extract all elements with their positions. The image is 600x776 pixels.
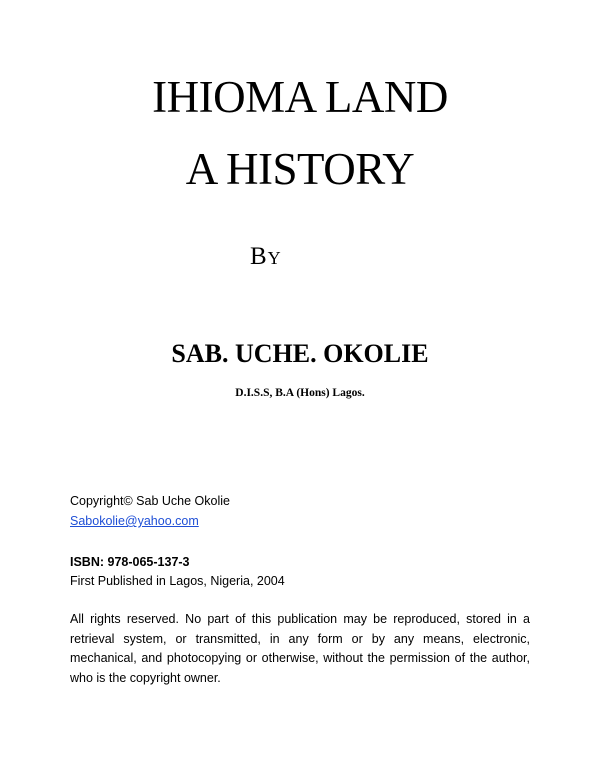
by-label: By [250,243,282,270]
email-link[interactable]: Sabokolie@yahoo.com [70,514,199,528]
copyright-notice: Copyright© Sab Uche Okolie [70,494,230,508]
isbn: ISBN: 978-065-137-3 [70,555,190,569]
rights-statement: All rights reserved. No part of this publication may be reproduced, stored in a retrieval system, or transmitted, in any form or by any means, electronic, mechanical, and photocopying or otherwise, without the permission of the author, who is the copyright owner. [70,612,530,685]
book-title-line-1: IHIOMA LAND [152,72,448,122]
first-published: First Published in Lagos, Nigeria, 2004 [70,574,285,588]
book-title-line-2: A HISTORY [185,144,415,194]
author-credentials: D.I.S.S, B.A (Hons) Lagos. [235,387,365,399]
author-name: SAB. UCHE. OKOLIE [171,339,429,368]
